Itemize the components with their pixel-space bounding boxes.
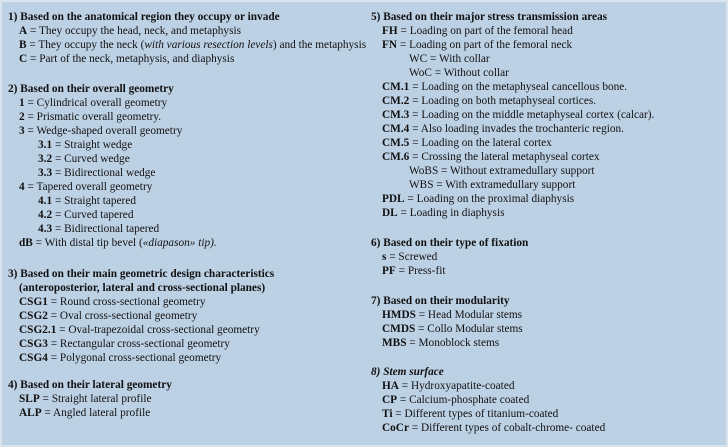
item-description: = Angled lateral profile — [41, 407, 151, 419]
item-code: 3 — [19, 125, 25, 137]
legend-item — [371, 178, 654, 192]
section-lateral-geometry — [8, 378, 172, 420]
item-code: CM.1 — [382, 81, 410, 93]
legend-item — [371, 264, 528, 278]
item-code: 4.2 — [38, 209, 53, 221]
item-description: = Calcium-phosphate coated — [397, 394, 530, 406]
item-code: 3.1 — [38, 139, 53, 151]
item-description: = Loading in diaphysis — [397, 207, 505, 219]
legend-item — [371, 150, 654, 164]
item-description-end: ) and the metaphysis — [272, 39, 367, 51]
item-code: FN — [382, 39, 398, 51]
section-heading-continued: (anteroposterior, lateral and cross-sectional planes) — [19, 282, 266, 294]
section-heading: 4) Based on their lateral geometry — [8, 379, 172, 391]
legend-item — [8, 236, 217, 250]
item-code: CSG4 — [19, 352, 48, 364]
legend-item — [8, 152, 217, 166]
item-description: = Oval-trapezoidal cross-sectional geometry — [56, 324, 260, 336]
item-description: = Part of the neck, metaphysis, and diaphysis — [27, 53, 235, 65]
legend-item — [8, 392, 172, 406]
section-heading: 5) Based on their major stress transmission areas — [371, 11, 608, 23]
item-description: = Wedge-shaped overall geometry — [24, 125, 183, 137]
item-code: 3.3 — [38, 167, 53, 179]
legend-item — [8, 351, 274, 365]
item-description: = Bidirectional wedge — [52, 167, 156, 179]
legend-item — [371, 52, 654, 66]
legend-item — [8, 309, 274, 323]
item-italic-note: «diapason» tip). — [142, 237, 217, 249]
legend-item — [371, 379, 605, 393]
item-description: = Curved wedge — [52, 153, 130, 165]
item-description: = Loading on the lateral cortex — [409, 137, 552, 149]
legend-item — [8, 194, 217, 208]
legend-item — [8, 96, 217, 110]
legend-item — [371, 122, 654, 136]
item-description: = Straight wedge — [52, 139, 133, 151]
item-description: = With distal tip bevel ( — [32, 237, 143, 249]
legend-item — [371, 206, 654, 220]
legend-item — [8, 180, 217, 194]
legend-item — [371, 66, 654, 80]
item-code: PDL — [382, 193, 405, 205]
item-description: = Press-fit — [395, 265, 446, 277]
legend-item — [8, 222, 217, 236]
section-stress-transmission — [371, 10, 654, 220]
item-description: = Loading on the proximal diaphysis — [404, 193, 575, 205]
item-code: HA — [382, 380, 399, 392]
item-code: CSG3 — [19, 338, 48, 350]
legend-item — [8, 406, 172, 420]
section-geometric-design — [8, 267, 274, 365]
item-code: CM.6 — [382, 151, 410, 163]
item-description: = Polygonal cross-sectional geometry — [47, 352, 222, 364]
legend-item — [371, 336, 523, 350]
legend-item — [371, 192, 654, 206]
section-heading: 1) Based on the anatomical region they occupy or invade — [8, 11, 280, 23]
item-description: = Head Modular stems — [415, 309, 523, 321]
legend-item — [8, 166, 217, 180]
legend-item — [8, 124, 217, 138]
item-description: = Tapered overall geometry — [24, 181, 153, 193]
item-description: = Oval cross-sectional geometry — [47, 310, 198, 322]
item-description: = Hydroxyapatite-coated — [398, 380, 515, 392]
item-code: CMDS — [382, 323, 416, 335]
section-stem-surface — [371, 365, 605, 435]
item-description: = Loading on the metaphyseal cancellous bone. — [409, 81, 628, 93]
item-description: = Bidirectional tapered — [52, 223, 160, 235]
section-heading: 3) Based on their main geometric design characteristics — [8, 268, 275, 280]
item-description: = Also loading invades the trochanteric region. — [409, 123, 624, 135]
item-code: CP — [382, 394, 398, 406]
item-description: = Straight tapered — [52, 195, 136, 207]
item-code: C — [19, 53, 28, 65]
item-description: = Different types of titanium-coated — [392, 408, 559, 420]
section-heading: 6) Based on their type of fixation — [371, 237, 529, 249]
item-code: CoCr — [382, 422, 409, 434]
item-description: WBS = With extramedullary support — [409, 179, 576, 191]
item-description: = Collo Modular stems — [415, 323, 523, 335]
legend-item — [371, 421, 605, 435]
legend-item — [8, 337, 274, 351]
item-description: = Prismatic overall geometry. — [24, 111, 162, 123]
legend-item — [8, 208, 217, 222]
item-description: = Screwed — [386, 251, 438, 263]
item-code: 1 — [19, 97, 25, 109]
item-description: WC = With collar — [409, 53, 490, 65]
item-code: 4.3 — [38, 223, 53, 235]
item-code: 4 — [19, 181, 25, 193]
item-code: A — [19, 25, 28, 37]
item-description: = Round cross-sectional geometry — [47, 296, 206, 308]
item-description: = Loading on both metaphyseal cortices. — [409, 95, 597, 107]
legend-item — [371, 38, 654, 52]
item-description: = They occupy the neck ( — [26, 39, 145, 51]
item-code: FH — [382, 25, 398, 37]
legend-item — [371, 136, 654, 150]
item-description: = Crossing the lateral metaphyseal cortex — [409, 151, 600, 163]
section-heading: 2) Based on their overall geometry — [8, 83, 174, 95]
item-code: CSG2.1 — [19, 324, 57, 336]
item-code: ALP — [19, 407, 42, 419]
item-code: 2 — [19, 111, 25, 123]
item-code: dB — [19, 237, 33, 249]
legend-item — [8, 52, 366, 66]
legend-item — [371, 80, 654, 94]
section-fixation — [371, 236, 528, 278]
item-description: WoC = Without collar — [409, 67, 509, 79]
legend-item — [8, 38, 366, 52]
legend-item — [371, 108, 654, 122]
section-anatomical-region — [8, 10, 366, 66]
item-code: 3.2 — [38, 153, 53, 165]
item-code: CM.3 — [382, 109, 410, 121]
legend-item — [8, 138, 217, 152]
legend-item — [371, 308, 523, 322]
legend-item — [371, 322, 523, 336]
item-code: PF — [382, 265, 396, 277]
item-italic-note: with various resection levels — [144, 39, 273, 51]
item-description: = Monoblock stems — [406, 337, 500, 349]
item-description: = They occupy the head, neck, and metaphysis — [27, 25, 242, 37]
item-description: WoBS = Without extramedullary support — [409, 165, 595, 177]
item-code: B — [19, 39, 27, 51]
item-code: s — [382, 251, 387, 263]
item-code: CM.5 — [382, 137, 410, 149]
item-description: = Straight lateral profile — [39, 393, 152, 405]
item-description: = Cylindrical overall geometry — [24, 97, 168, 109]
item-code: CSG2 — [19, 310, 48, 322]
legend-item — [8, 110, 217, 124]
item-description: = Loading on part of the femoral neck — [397, 39, 573, 51]
legend-item — [371, 407, 605, 421]
item-description: = Different types of cobalt-chrome- coated — [408, 422, 606, 434]
item-code: MBS — [382, 337, 407, 349]
item-code: 4.1 — [38, 195, 53, 207]
legend-item — [8, 295, 274, 309]
item-code: HMDS — [382, 309, 416, 321]
section-overall-geometry — [8, 82, 217, 250]
item-description: = Loading on part of the femoral head — [397, 25, 573, 37]
item-description: = Curved tapered — [52, 209, 134, 221]
legend-item — [371, 24, 654, 38]
item-code: Ti — [382, 408, 393, 420]
item-code: DL — [382, 207, 398, 219]
section-heading: 7) Based on their modularity — [371, 295, 510, 307]
item-code: SLP — [19, 393, 40, 405]
legend-item — [8, 24, 366, 38]
section-heading: 8) Stem surface — [371, 366, 444, 378]
legend-item — [371, 164, 654, 178]
section-modularity — [371, 294, 523, 350]
legend-item — [371, 94, 654, 108]
item-description: = Rectangular cross-sectional geometry — [47, 338, 230, 350]
item-code: CSG1 — [19, 296, 48, 308]
item-description: = Loading on the middle metaphyseal cortex (calcar). — [409, 109, 655, 121]
legend-item — [8, 323, 274, 337]
item-code: CM.4 — [382, 123, 410, 135]
legend-item — [371, 250, 528, 264]
legend-item — [371, 393, 605, 407]
item-code: CM.2 — [382, 95, 410, 107]
